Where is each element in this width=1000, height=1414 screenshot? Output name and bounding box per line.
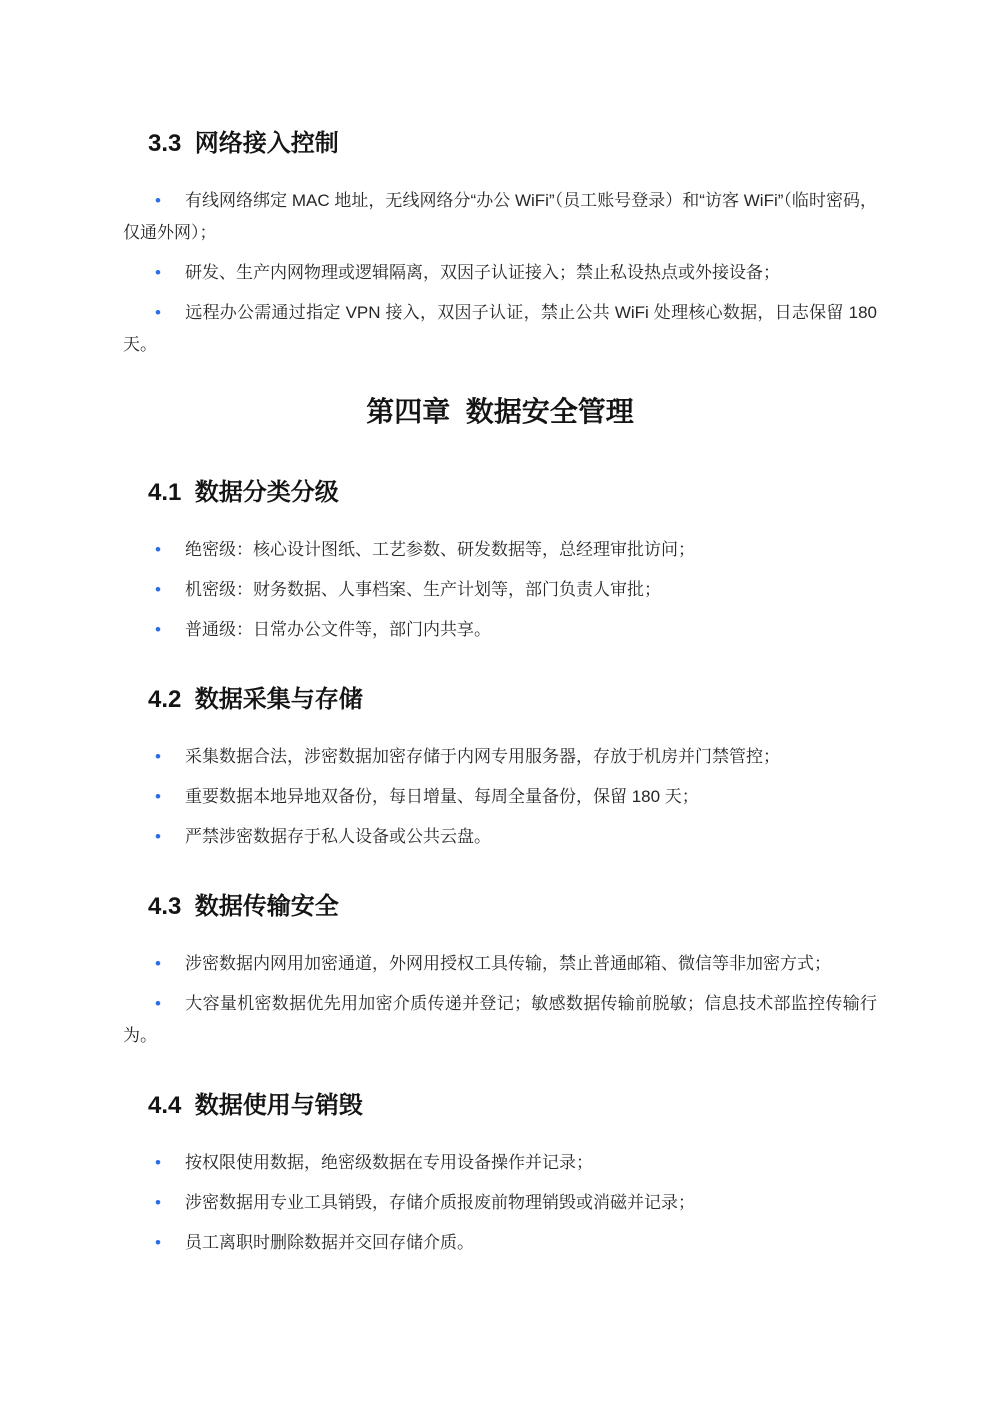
bullet-text: 研发、生产内网物理或逻辑隔离，双因子认证接入；禁止私设热点或外接设备； (185, 263, 780, 282)
section-3-3 (123, 128, 877, 361)
bullet-icon: • (155, 994, 161, 1013)
list-item (123, 1227, 877, 1259)
list-item (123, 821, 877, 853)
bullet-icon: • (155, 827, 161, 846)
bullet-text: 绝密级：核心设计图纸、工艺参数、研发数据等，总经理审批访问； (185, 540, 695, 559)
list-item (123, 1147, 877, 1179)
bullet-text: 有线网络绑定 MAC 地址，无线网络分“办公 WiFi”（员工账号登录）和“访客 WiFi”（临时密码，仅通外网）； (123, 191, 877, 242)
section-4-4 (123, 1090, 877, 1259)
list-item (123, 741, 877, 773)
list-item (123, 948, 877, 980)
bullet-text: 普通级：日常办公文件等，部门内共享。 (185, 620, 491, 639)
bullet-icon: • (155, 620, 161, 639)
section-4-1 (123, 477, 877, 646)
section-heading-3-3: 3.3 网络接入控制 (148, 130, 339, 157)
bullet-icon: • (155, 191, 161, 210)
bullet-text: 机密级：财务数据、人事档案、生产计划等，部门负责人审批； (185, 580, 661, 599)
list-item (123, 781, 877, 813)
bullet-icon: • (155, 580, 161, 599)
bullet-text: 涉密数据用专业工具销毁，存储介质报废前物理销毁或消磁并记录； (185, 1193, 695, 1212)
bullet-text: 涉密数据内网用加密通道，外网用授权工具传输，禁止普通邮箱、微信等非加密方式； (185, 954, 831, 973)
section-heading-4-4: 4.4 数据使用与销毁 (148, 1092, 363, 1119)
bullet-text: 大容量机密数据优先用加密介质传递并登记；敏感数据传输前脱敏；信息技术部监控传输行为。 (123, 994, 877, 1045)
list-item (123, 988, 877, 1052)
bullet-text: 远程办公需通过指定 VPN 接入，双因子认证，禁止公共 WiFi 处理核心数据，日志保留 180 天。 (123, 303, 877, 354)
bullet-icon: • (155, 787, 161, 806)
list-item (123, 1187, 877, 1219)
list-item (123, 297, 877, 361)
bullet-icon: • (155, 303, 161, 322)
bullet-icon: • (155, 1233, 161, 1252)
bullet-text: 严禁涉密数据存于私人设备或公共云盘。 (185, 827, 491, 846)
section-4-2 (123, 684, 877, 853)
bullet-icon: • (155, 1153, 161, 1172)
list-item (123, 574, 877, 606)
bullet-icon: • (155, 747, 161, 766)
bullet-icon: • (155, 540, 161, 559)
bullet-icon: • (155, 954, 161, 973)
bullet-text: 按权限使用数据，绝密级数据在专用设备操作并记录； (185, 1153, 593, 1172)
bullet-text: 员工离职时删除数据并交回存储介质。 (185, 1233, 474, 1252)
bullet-icon: • (155, 1193, 161, 1212)
bullet-icon: • (155, 263, 161, 282)
section-4-3 (123, 891, 877, 1052)
list-item (123, 257, 877, 289)
section-heading-4-3: 4.3 数据传输安全 (148, 893, 339, 920)
list-item (123, 534, 877, 566)
chapter-heading: 第四章 数据安全管理 (366, 396, 634, 427)
bullet-text: 重要数据本地异地双备份，每日增量、每周全量备份，保留 180 天； (185, 787, 699, 806)
section-heading-4-1: 4.1 数据分类分级 (148, 479, 339, 506)
list-item (123, 185, 877, 249)
list-item (123, 614, 877, 646)
section-heading-4-2: 4.2 数据采集与存储 (148, 686, 363, 713)
bullet-text: 采集数据合法，涉密数据加密存储于内网专用服务器，存放于机房并门禁管控； (185, 747, 780, 766)
